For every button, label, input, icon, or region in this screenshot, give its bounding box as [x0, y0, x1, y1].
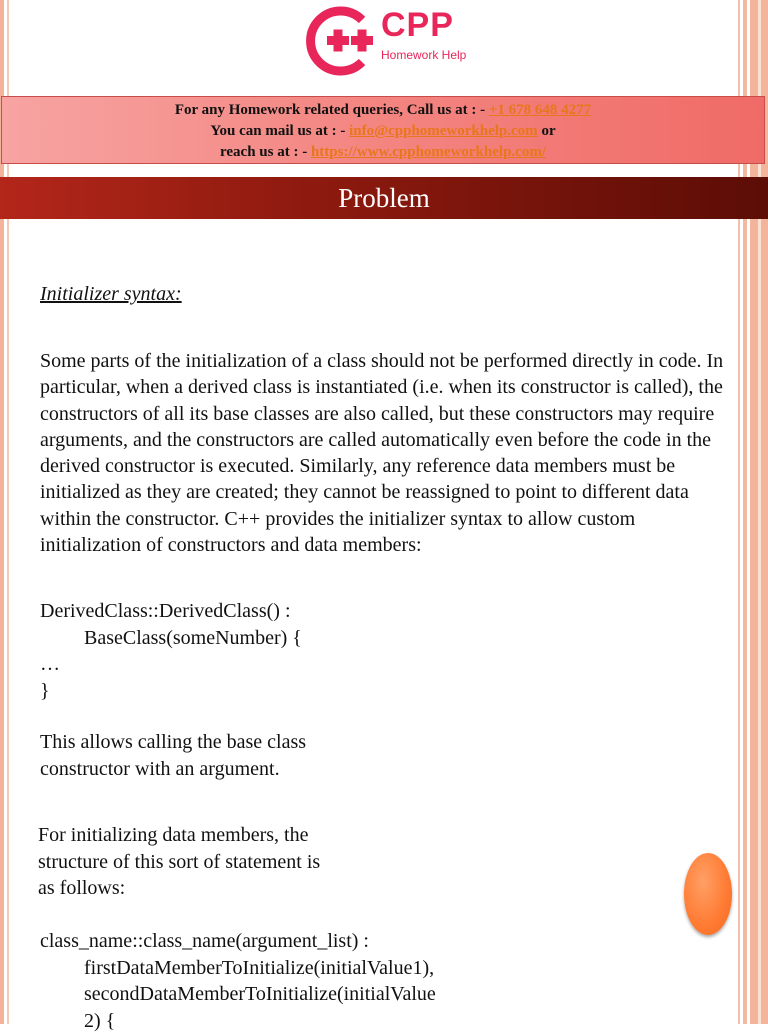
contact-line-phone	[2, 100, 764, 121]
code-line: BaseClass(someNumber) {	[40, 625, 302, 652]
code-line: }	[40, 678, 302, 705]
code-block-derived	[40, 598, 302, 704]
paragraph-base-call: This allows calling the base class constructor with an argument.	[40, 729, 320, 782]
paragraph-data-members: For initializing data members, the structure of this sort of statement is as follows:	[38, 822, 328, 902]
contact-phone-label: For any Homework related queries, Call us at : -	[175, 102, 485, 118]
phone-link[interactable]: +1 678 648 4277	[489, 102, 591, 118]
code-block-members	[40, 928, 436, 1034]
contact-website-label: reach us at : -	[220, 144, 307, 160]
orange-action-button[interactable]	[684, 853, 732, 935]
logo-brand: CPP	[381, 6, 454, 45]
problem-title-bar: Problem	[0, 177, 768, 219]
code-line: 2) {	[40, 1008, 436, 1034]
code-line: secondDataMemberToInitialize(initialValue	[40, 981, 436, 1008]
contact-line-email	[2, 121, 764, 142]
code-line: DerivedClass::DerivedClass() :	[40, 598, 302, 625]
paragraph-initialization: Some parts of the initialization of a class should not be performed directly in code. In particular, when a derived class is instantiated (i.e. when its constructor is called), the constructors of all its base classes are also called, but these constructors may require arguments, and the constructors are called automatically even before the code in the derived constructor is executed. Similarly, any reference data members must be initialized as they are created; they cannot be reassigned to point to different data within the constructor. C++ provides the initializer syntax to allow custom initialization of constructors and data members:	[40, 348, 735, 558]
contact-line-website	[2, 142, 764, 163]
website-link[interactable]: https://www.cpphomeworkhelp.com/	[311, 144, 546, 160]
contact-banner	[1, 96, 765, 164]
code-line: firstDataMemberToInitialize(initialValue1),	[40, 955, 436, 982]
section-heading: Initializer syntax:	[40, 283, 182, 306]
logo-tagline: Homework Help	[381, 48, 466, 62]
contact-email-label: You can mail us at : -	[210, 123, 345, 139]
code-line: …	[40, 651, 302, 678]
contact-or: or	[541, 123, 555, 139]
email-link[interactable]: info@cpphomeworkhelp.com	[349, 123, 538, 139]
code-line: class_name::class_name(argument_list) :	[40, 928, 436, 955]
